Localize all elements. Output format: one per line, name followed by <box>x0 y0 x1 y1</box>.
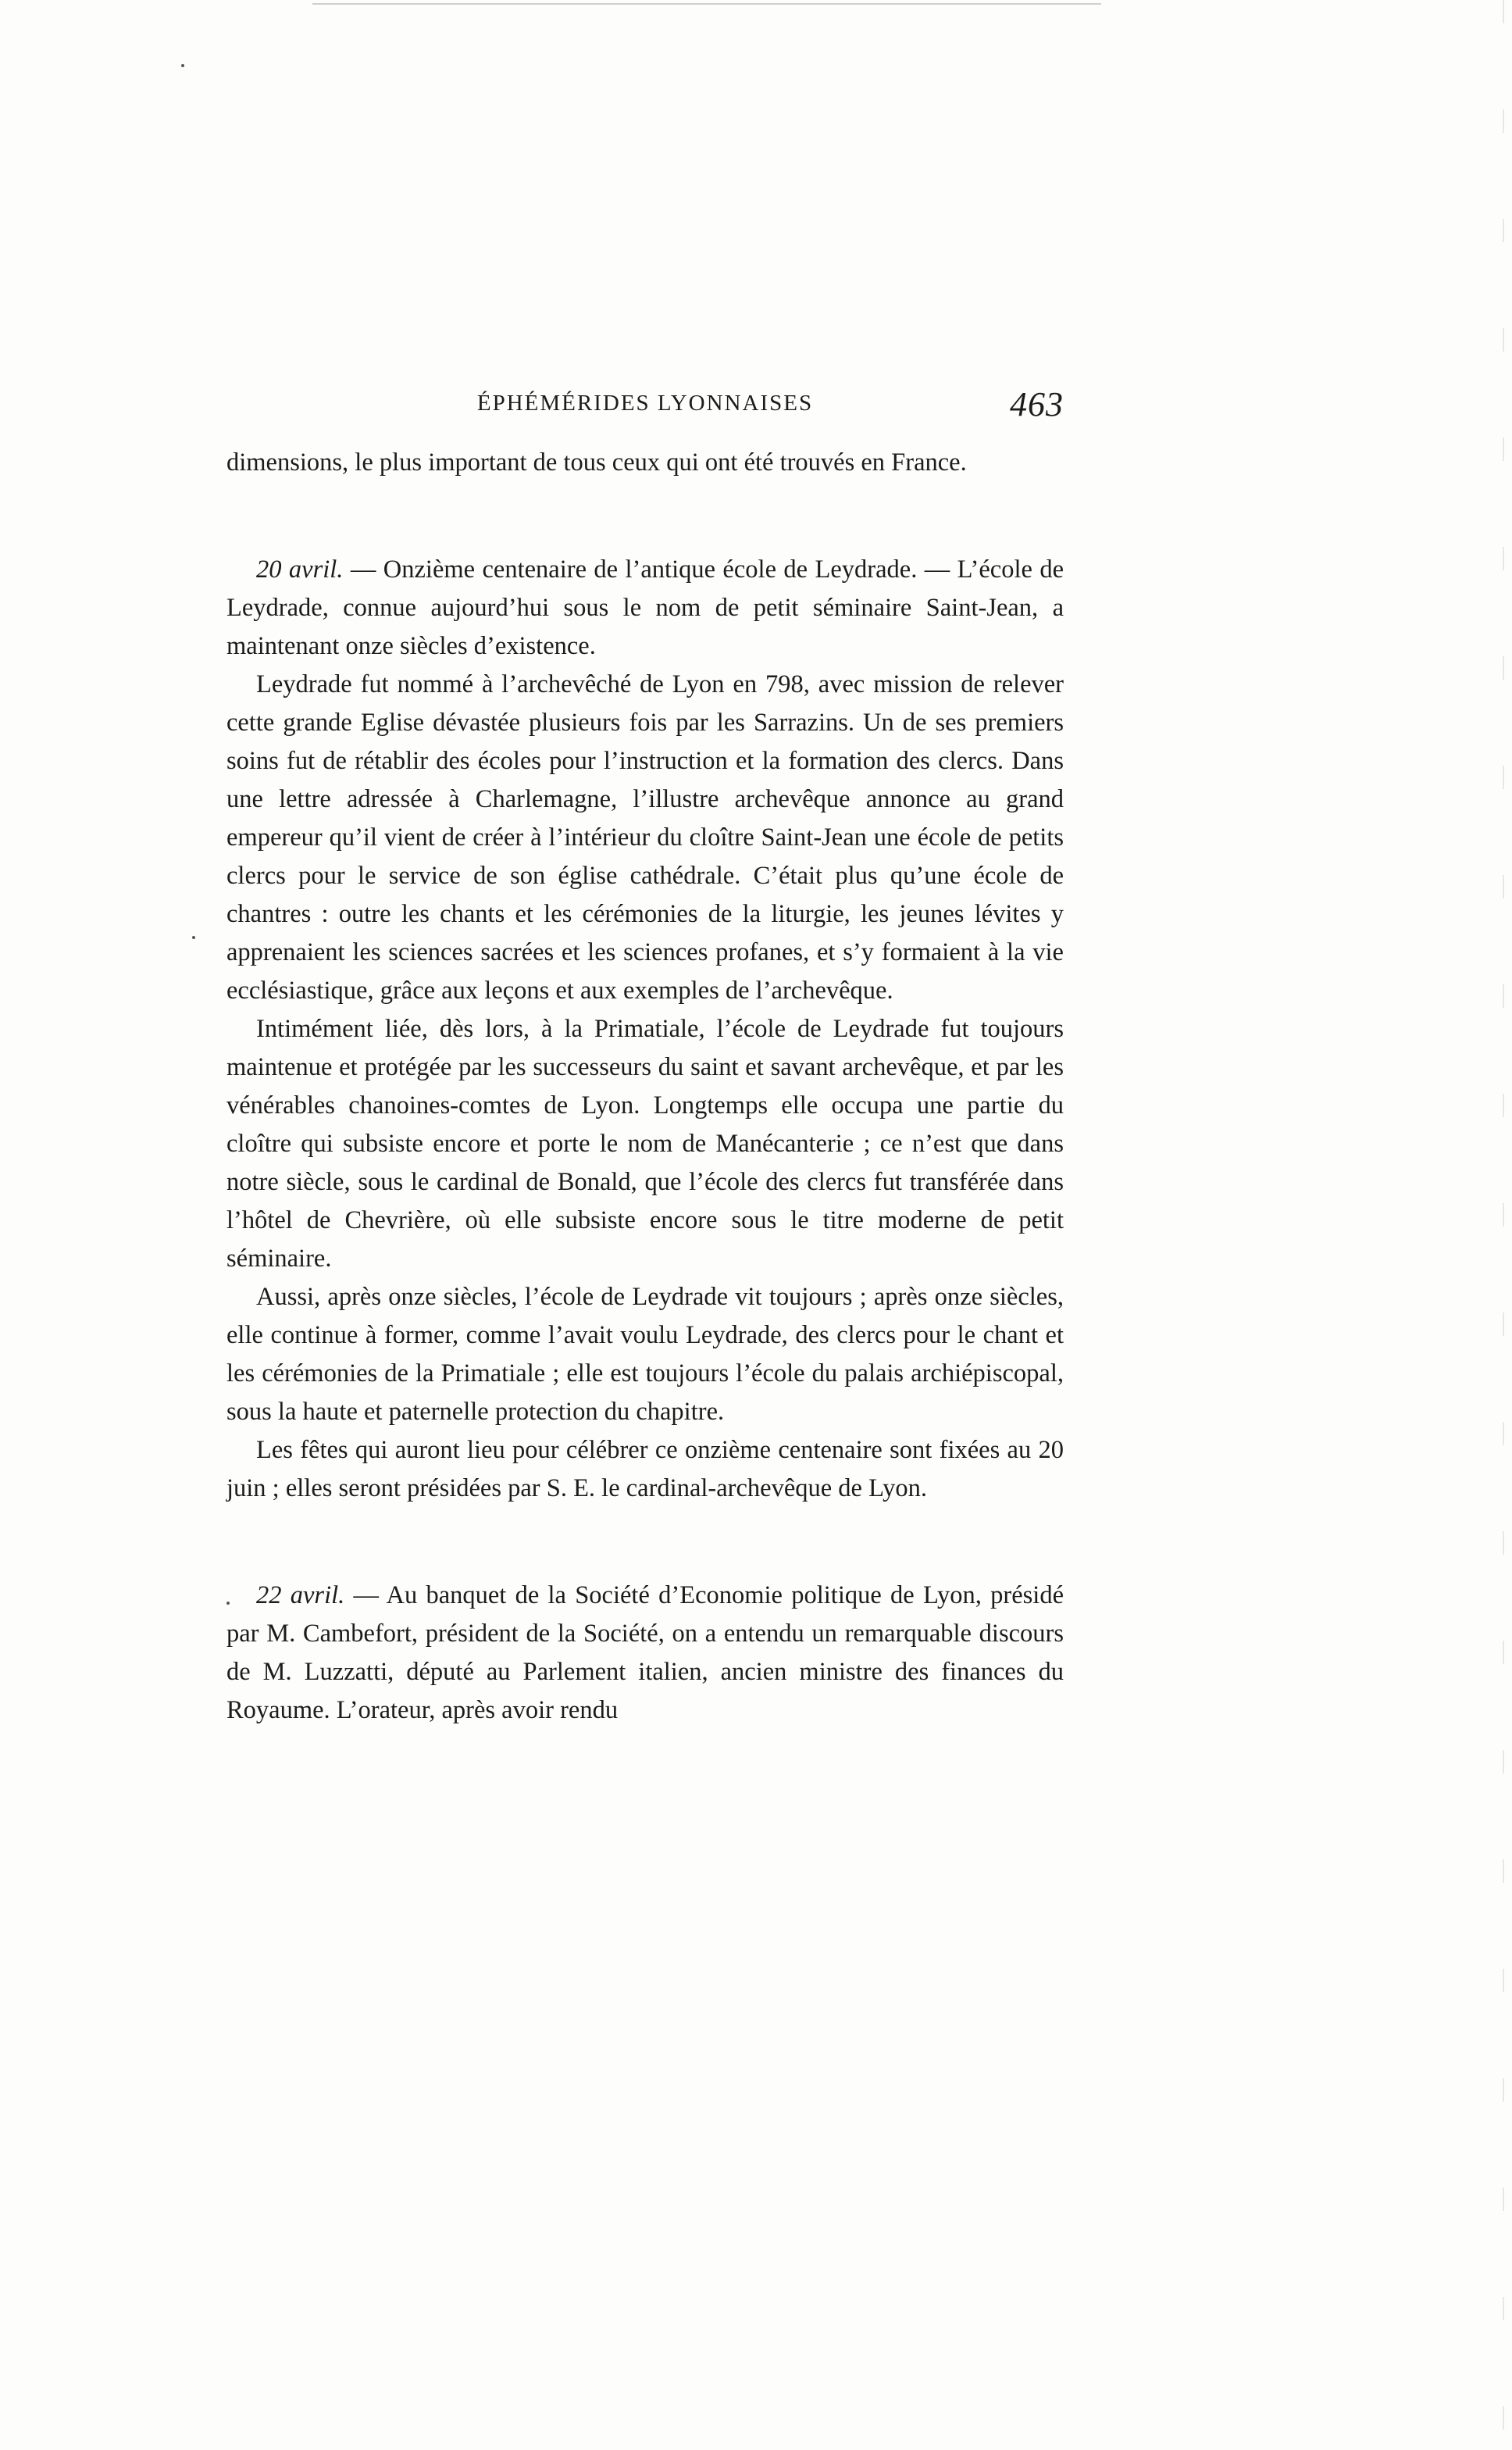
page-header <box>226 384 1064 431</box>
page-number: 463 <box>1010 385 1064 423</box>
paragraph-leydrade-history: Leydrade fut nommé à l’archevêché de Lyon en 798, avec mission de relever cette grande Eglise dévastée plusieurs fois par les Sarrazins. Un de ses premiers soins fut de rétablir des écoles pour l’instruction et la formation des clercs. Dans une lettre adressée à Charlemagne, l’illustre archevêque annonce au grand empereur qu’il vient de créer à l’intérieur du cloître Saint-Jean une école de petits clercs pour le service de son église cathédrale. C’était plus qu’une école de chantres : outre les chants et les cérémonies de la liturgie, les jeunes lévites y apprenaient les sciences sacrées et les sciences profanes, et s’y formaient à la vie ecclésiastique, grâce aux leçons et aux exemples de l’archevêque. <box>226 670 1064 1005</box>
entry-date: 22 avril. <box>256 1581 345 1609</box>
body-text <box>226 444 1064 1730</box>
running-title: ÉPHÉMÉRIDES LYONNAISES <box>476 391 814 416</box>
scan-artifact-edge <box>1503 0 1504 2450</box>
paragraph-onze-siecles: Aussi, après onze siècles, l’école de Leydrade vit toujours ; après onze siècles, elle continue à former, comme l’avait voulu Leydrade, des clercs pour le chant et les cérémonies de la Primatiale ; elle est toujours l’école du palais archiépiscopal, sous la haute et paternelle protection du chapitre. <box>226 1283 1064 1426</box>
scan-speck <box>181 64 184 67</box>
entry-20-avril-intro <box>226 551 1064 666</box>
entry-text: — Onzième centenaire de l’antique école de Leydrade. — L’école de Leydrade, connue aujourd’hui sous le nom de petit séminaire Saint-Jean, a maintenant onze siècles d’existence. <box>226 555 1064 660</box>
entry-22-avril-intro <box>226 1577 1064 1730</box>
paragraph-primatiale: Intimément liée, dès lors, à la Primatiale, l’école de Leydrade fut toujours maintenue et protégée par les successeurs du saint et savant archevêque, et par les vénérables chanoines-comtes de Lyon. Longtemps elle occupa une partie du cloître qui subsiste encore et porte le nom de Manécanterie ; ce n’est que dans notre siècle, sous le cardinal de Bonald, que l’école des clercs fut transférée dans l’hôtel de Chevrière, où elle subsiste encore sous le titre moderne de petit séminaire. <box>226 1015 1064 1273</box>
entry-gap <box>226 1508 1064 1577</box>
scan-speck <box>192 936 195 939</box>
scan-artifact-top <box>312 3 1101 5</box>
entry-text: — Au banquet de la Société d’Economie politique de Lyon, présidé par M. Cambefort, président de la Société, on a entendu un remarquable discours de M. Luzzatti, député au Parlement italien, ancien ministre des finances du Royaume. L’orateur, après avoir rendu <box>226 1581 1064 1724</box>
entry-gap <box>226 482 1064 551</box>
paragraph-fetes: Les fêtes qui auront lieu pour célébrer ce onzième centenaire sont fixées au 20 juin ; elles seront présidées par S. E. le cardinal-archevêque de Lyon. <box>226 1436 1064 1502</box>
continuation-paragraph: dimensions, le plus important de tous ceux qui ont été trouvés en France. <box>226 448 967 477</box>
entry-date: 20 avril. <box>256 555 344 584</box>
